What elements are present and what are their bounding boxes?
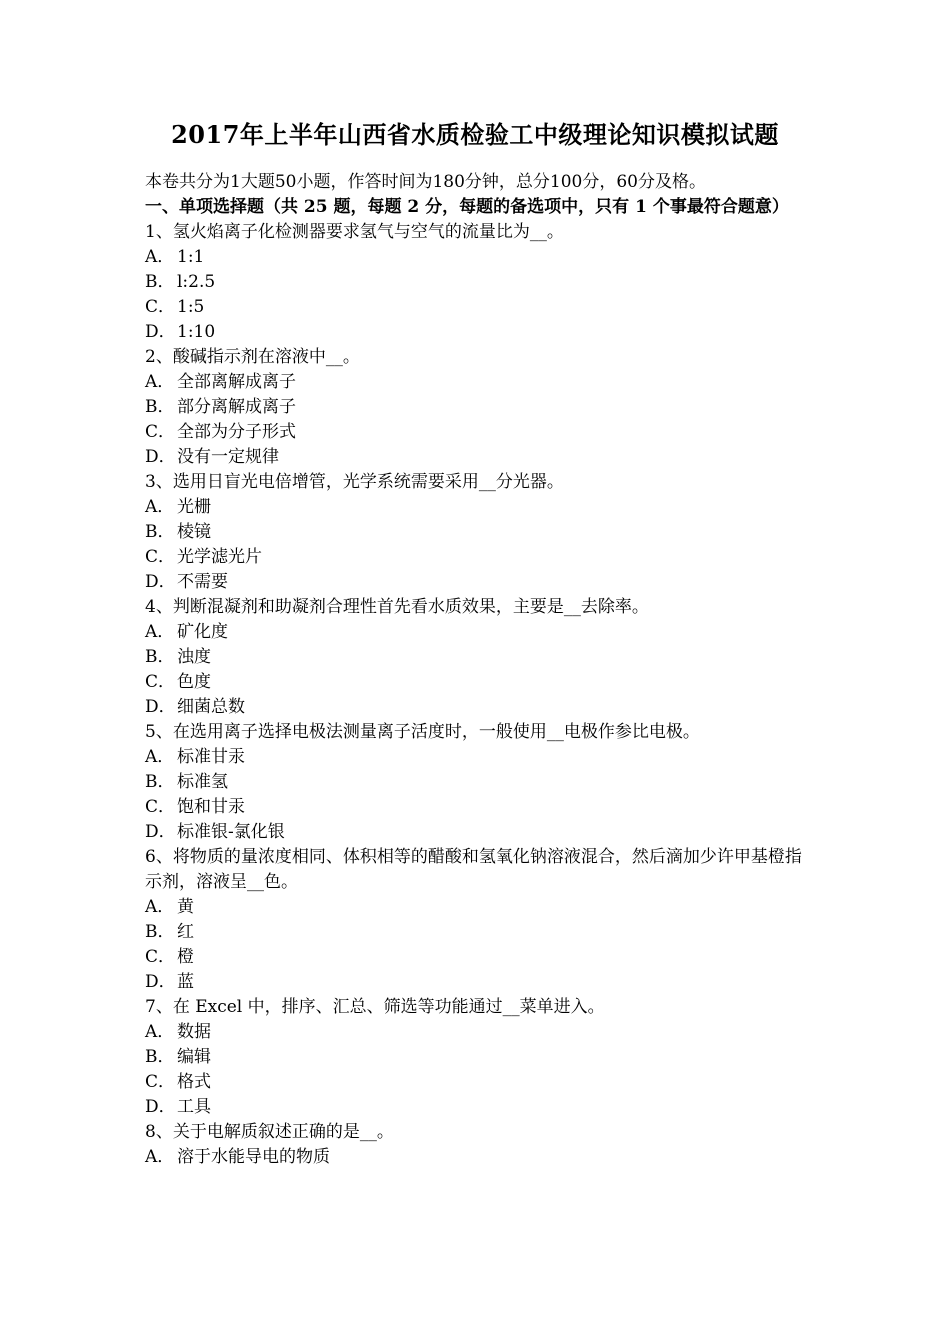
- option-letter: D．: [145, 822, 176, 842]
- option-text: 光学滤光片: [177, 547, 262, 567]
- answer-option: [145, 445, 815, 470]
- question-stem: 7、在 Excel 中，排序、汇总、筛选等功能通过__菜单进入。: [145, 997, 605, 1017]
- option-letter: A．: [145, 247, 175, 267]
- option-text: 1:5: [177, 297, 205, 317]
- option-text: 标准甘汞: [177, 747, 245, 767]
- option-text: 黄: [177, 897, 194, 917]
- option-letter: A．: [145, 622, 175, 642]
- question-stem: 3、选用日盲光电倍增管，光学系统需要采用__分光器。: [145, 472, 564, 492]
- answer-option: [145, 270, 815, 295]
- option-letter: B．: [145, 772, 175, 792]
- answer-option: [145, 1020, 815, 1045]
- answer-option: [145, 895, 815, 920]
- option-letter: A．: [145, 747, 175, 767]
- option-text: 细菌总数: [177, 697, 245, 717]
- option-text: 不需要: [177, 572, 228, 592]
- option-text: 1:10: [177, 322, 216, 342]
- option-letter: D．: [145, 572, 176, 592]
- option-letter: A．: [145, 1022, 175, 1042]
- answer-option: [145, 295, 815, 320]
- option-letter: B．: [145, 397, 175, 417]
- option-text: l:2.5: [177, 272, 216, 292]
- option-letter: B．: [145, 272, 175, 292]
- answer-option: [145, 1145, 815, 1170]
- answer-option: [145, 820, 815, 845]
- answer-option: [145, 745, 815, 770]
- answer-option: [145, 545, 815, 570]
- answer-option: [145, 670, 815, 695]
- option-text: 矿化度: [177, 622, 228, 642]
- option-letter: A．: [145, 1147, 175, 1167]
- option-letter: D．: [145, 447, 176, 467]
- option-letter: A．: [145, 497, 175, 517]
- option-letter: B．: [145, 1047, 175, 1067]
- question-stem: 8、关于电解质叙述正确的是__。: [145, 1122, 394, 1142]
- answer-option: [145, 420, 815, 445]
- answer-option: [145, 795, 815, 820]
- option-letter: C．: [145, 947, 176, 967]
- option-text: 棱镜: [177, 522, 211, 542]
- answer-option: [145, 320, 815, 345]
- document-body: [145, 170, 815, 1170]
- option-text: 格式: [177, 1072, 211, 1092]
- option-letter: D．: [145, 697, 176, 717]
- option-letter: B．: [145, 522, 175, 542]
- option-text: 工具: [177, 1097, 211, 1117]
- answer-option: [145, 695, 815, 720]
- option-text: 浊度: [177, 647, 211, 667]
- option-text: 全部为分子形式: [177, 422, 296, 442]
- option-letter: C．: [145, 297, 176, 317]
- option-text: 色度: [177, 672, 211, 692]
- question-stem: 1、氢火焰离子化检测器要求氢气与空气的流量比为__。: [145, 222, 564, 242]
- option-text: 编辑: [177, 1047, 211, 1067]
- document-title: 2017年上半年山西省水质检验工中级理论知识模拟试题: [171, 120, 779, 149]
- answer-option: [145, 620, 815, 645]
- option-letter: B．: [145, 922, 175, 942]
- option-letter: A．: [145, 897, 175, 917]
- option-text: 饱和甘汞: [177, 797, 245, 817]
- option-text: 1:1: [177, 247, 205, 267]
- option-letter: B．: [145, 647, 175, 667]
- option-letter: C．: [145, 547, 176, 567]
- question-stem: 2、酸碱指示剂在溶液中__。: [145, 347, 360, 367]
- option-text: 光栅: [177, 497, 211, 517]
- answer-option: [145, 1070, 815, 1095]
- option-text: 标准氢: [177, 772, 228, 792]
- answer-option: [145, 920, 815, 945]
- option-letter: D．: [145, 1097, 176, 1117]
- option-letter: C．: [145, 1072, 176, 1092]
- answer-option: [145, 645, 815, 670]
- option-letter: C．: [145, 422, 176, 442]
- option-letter: C．: [145, 797, 176, 817]
- option-text: 标准银-氯化银: [177, 822, 285, 842]
- option-text: 橙: [177, 947, 194, 967]
- option-letter: D．: [145, 322, 176, 342]
- question-stem: 4、判断混凝剂和助凝剂合理性首先看水质效果，主要是__去除率。: [145, 597, 649, 617]
- question-stem: 6、将物质的量浓度相同、体积相等的醋酸和氢氧化钠溶液混合，然后滴加少许甲基橙指示剂，溶液呈__色。: [145, 847, 802, 892]
- answer-option: [145, 570, 815, 595]
- answer-option: [145, 1045, 815, 1070]
- answer-option: [145, 495, 815, 520]
- option-text: 部分离解成离子: [177, 397, 296, 417]
- option-text: 红: [177, 922, 194, 942]
- option-letter: C．: [145, 672, 176, 692]
- option-text: 溶于水能导电的物质: [177, 1147, 330, 1167]
- section-heading: 一、单项选择题（共 25 题，每题 2 分，每题的备选项中，只有 1 个事最符合题意）: [145, 197, 789, 217]
- answer-option: [145, 520, 815, 545]
- option-letter: D．: [145, 972, 176, 992]
- option-letter: A．: [145, 372, 175, 392]
- answer-option: [145, 1095, 815, 1120]
- option-text: 全部离解成离子: [177, 372, 296, 392]
- answer-option: [145, 370, 815, 395]
- answer-option: [145, 970, 815, 995]
- exam-intro: 本卷共分为1大题50小题，作答时间为180分钟，总分100分，60分及格。: [145, 172, 706, 192]
- question-stem: 5、在选用离子选择电极法测量离子活度时，一般使用__电极作参比电极。: [145, 722, 700, 742]
- answer-option: [145, 945, 815, 970]
- answer-option: [145, 770, 815, 795]
- option-text: 蓝: [177, 972, 194, 992]
- answer-option: [145, 245, 815, 270]
- option-text: 没有一定规律: [177, 447, 279, 467]
- answer-option: [145, 395, 815, 420]
- option-text: 数据: [177, 1022, 211, 1042]
- question-list: [145, 220, 815, 1170]
